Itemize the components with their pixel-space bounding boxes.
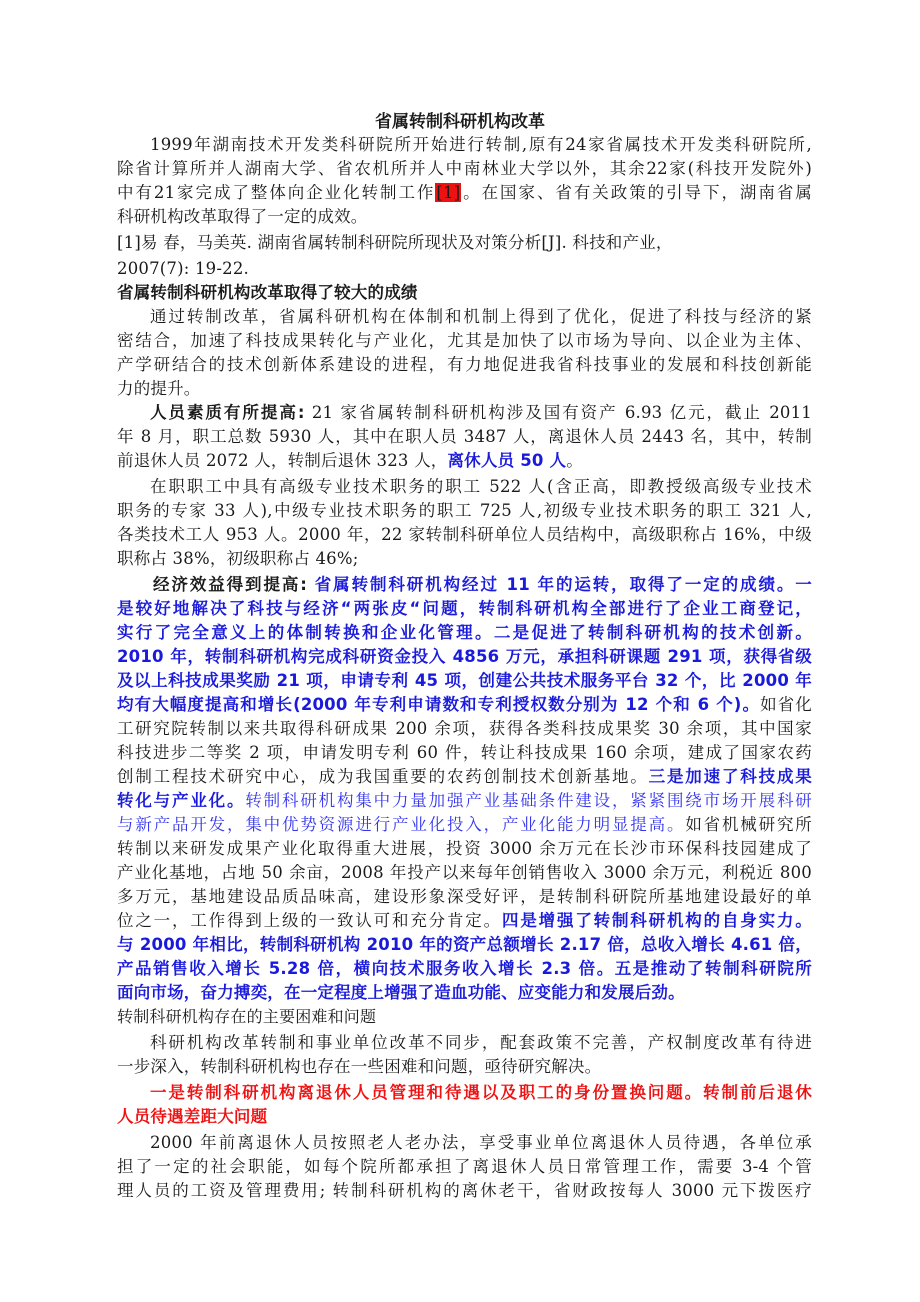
paragraph-line: 在职职工中具有高级专业技术职务的职工 522 人(含正高，即教授级高级专业技术: [150, 477, 812, 496]
document-title: 省属转制科研机构改革: [375, 112, 545, 132]
economic-line-17: 产品销售收入增长 5.28 倍，横向技术服务收入增长 2.3 倍。五是推动了转制科研院所: [117, 959, 812, 978]
highlight-text: 均有大幅度提高和增长(2000 年专利申请数和专利授权数分别为 12 个和 6 个)。: [117, 695, 761, 714]
economic-line-6: [117, 693, 812, 717]
intro-line-2: 除省计算所并人湖南大学、省农机所并人中南林业大学以外，其余22家(科技开发院外): [117, 159, 812, 178]
economic-line-5: 及以上科技成果奖励 21 项，申请专利 45 项，创建公共技术服务平台 32 个，比 2000 年: [117, 671, 812, 690]
paragraph-line: 理人员的工资及管理费用; 转制科研机构的离休老干，省财政按每人 3000 元下拨医疗: [117, 1181, 812, 1200]
paragraph-text: 如省化: [760, 695, 812, 714]
paragraph-line: 通过转制改革，省属科研机构在体制和机制上得到了优化，促进了科技与经济的紧: [150, 307, 812, 326]
paragraph-line: 2000 年前离退休人员按照老人老办法，享受事业单位离退休人员待遇，各单位承: [150, 1133, 812, 1152]
highlight-text: 离休人员 50 人: [447, 451, 567, 470]
economic-line-18: 面向市场，奋力搏奕，在一定程度上增强了造血功能、应变能力和发展后劲。: [117, 983, 685, 1002]
intro-text: 。在国家、省有关政策的引导下，湖南省属: [461, 183, 812, 202]
citation-link[interactable]: [1]: [436, 183, 461, 202]
paragraph-text: 21 家省属转制科研机构涉及国有资产 6.93 亿元，截止 2011: [304, 403, 812, 422]
paragraph-line: 产学研结合的技术创新体系建设的进程，有力地促进我省科技事业的发展和科技创新能: [117, 355, 812, 374]
economic-line-9: [117, 765, 812, 789]
paragraph-line: 担了一定的社会职能，如每个院所都承担了离退休人员日常管理工作，需要 3-4 个管: [117, 1157, 812, 1176]
issue-heading-line-2: 人员待遇差距大问题: [117, 1107, 268, 1126]
paragraph-text: 如省机械研究所: [685, 815, 813, 834]
paragraph-text: 创制工程技术研究中心，成为我国重要的农药创制技术创新基地。: [117, 767, 649, 786]
section-heading-difficulties: 转制科研机构存在的主要困难和问题: [117, 1007, 377, 1026]
intro-line-1: 1999年湖南技术开发类科研院所开始进行转制,原有24家省属技术开发类科研院所,: [150, 135, 812, 154]
highlight-text: 三是加速了科技成果: [648, 767, 812, 786]
economic-line-16: 与 2000 年相比，转制科研机构 2010 年的资产总额增长 2.17 倍，总收入增长 4.61 倍，: [117, 935, 812, 954]
paragraph-line: 一步深入，转制科研机构也存在一些困难和问题，亟待研究解决。: [117, 1057, 602, 1076]
paragraph-line: 力的提升。: [117, 379, 201, 398]
highlight-text: 转化与产业化。: [117, 791, 246, 810]
paragraph-text: 。: [566, 451, 583, 470]
section-heading-achievements: 省属转制科研机构改革取得了较大的成绩: [117, 283, 418, 302]
economic-line-7: 工研究院转制以来共取得科研成果 200 余项，获得各类科技成果奖 30 余项，其中国家: [117, 719, 812, 738]
economic-line-15: [117, 909, 812, 933]
intro-line-4: 科研机构改革取得了一定的成效。: [117, 207, 368, 226]
economic-line-14: 多万元，基地建设品质品味高，建设形象深受好评，是转制科研院所基地建设最好的单: [117, 887, 812, 906]
intro-text: 中有21家完成了整体向企业化转制工作: [117, 183, 436, 202]
highlight-text: 省属转制科研机构经过 11 年的运转，取得了一定的成绩。一: [307, 575, 812, 594]
economic-line-12: 转制以来研发成果产业化取得重大进展，投资 3000 余万元在长沙市环保科技园建成了: [117, 839, 812, 858]
economic-line-1: [117, 573, 812, 597]
paragraph-line: 密结合，加速了科技成果转化与产业化，尤其是加快了以市场为导向、以企业为主体、: [117, 331, 812, 350]
subheading-personnel: 人员素质有所提高:: [150, 403, 305, 422]
personnel-line-3: [117, 449, 812, 473]
paragraph-line: 各类技术工人 953 人。2000 年，22 家转制科研单位人员结构中，高级职称占 16%，中级: [117, 525, 812, 544]
highlight-text: 与新产品开发，集中优势资源进行产业化投入，产业化能力明显提高。: [117, 815, 686, 834]
reference-line-1: [1]易 春，马美英. 湖南省属转制科研院所现状及对策分析[J]. 科技和产业，: [117, 233, 673, 252]
economic-line-2: 是较好地解决了科技与经济“两张皮“问题，转制科研机构全部进行了企业工商登记，: [117, 599, 812, 618]
paragraph-line: 职称占 38%，初级职称占 46%;: [117, 549, 359, 568]
highlight-text: 四是增强了转制科研机构的自身实力。: [501, 911, 812, 930]
intro-line-3: [117, 181, 812, 205]
economic-line-11: [117, 813, 812, 837]
paragraph-line: 职务的专家 33 人),中级专业技术职务的职工 725 人,初级专业技术职务的职工 321 人,: [117, 501, 812, 520]
reference-line-2: 2007(7): 19-22.: [117, 259, 249, 278]
highlight-text: 转制科研机构集中力量加强产业基础条件建设，紧紧围绕市场开展科研: [245, 791, 812, 810]
personnel-line-1: [117, 401, 812, 425]
economic-line-13: 产业化基地，占地 50 余亩，2008 年投产以来每年创销售收入 3000 余万元，利税近 800: [117, 863, 812, 882]
economic-line-3: 实行了完全意义上的体制转换和企业化管理。二是促进了转制科研机构的技术创新。: [117, 623, 812, 642]
personnel-line-2: 年 8 月，职工总数 5930 人，其中在职人员 3487 人，离退休人员 2443 名，其中，转制: [117, 427, 812, 446]
economic-line-8: 科技进步二等奖 2 项，申请发明专利 60 件，转让科技成果 160 余项，建成了国家农药: [117, 743, 812, 762]
paragraph-text: 位之一，工作得到上级的一致认可和充分肯定。: [117, 911, 502, 930]
economic-line-4: 2010 年，转制科研机构完成科研资金投入 4856 万元，承担科研课题 291 项，获得省级: [117, 647, 812, 666]
subheading-economic: 经济效益得到提高:: [153, 575, 308, 594]
paragraph-text: 前退休人员 2072 人，转制后退休 323 人，: [117, 451, 448, 470]
paragraph-line: 科研机构改革转制和事业单位改革不同步，配套政策不完善，产权制度改革有待进: [150, 1033, 812, 1052]
issue-heading-line-1: 一是转制科研机构离退休人员管理和待遇以及职工的身份置换问题。转制前后退休: [150, 1083, 812, 1102]
economic-line-10: [117, 789, 812, 813]
